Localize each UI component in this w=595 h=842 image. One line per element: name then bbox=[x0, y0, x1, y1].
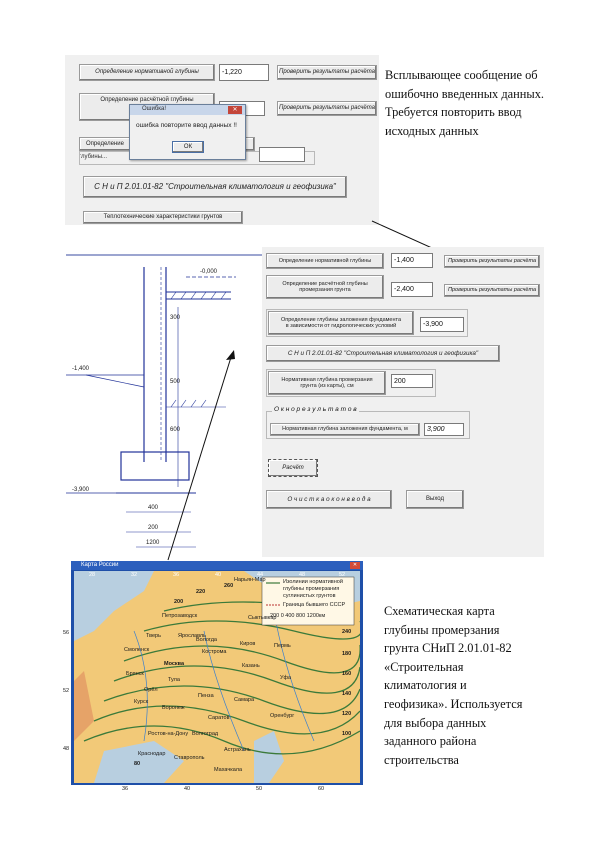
note-error-popup bbox=[385, 66, 590, 140]
lon-tick: 28 bbox=[89, 572, 96, 578]
legend-line: Изолинии нормативной bbox=[283, 579, 343, 585]
city-label: Самара bbox=[234, 697, 255, 703]
connector-arrow-2 bbox=[160, 350, 240, 565]
isoline-label: 260 bbox=[224, 583, 234, 589]
level-bottom-label: -3,900 bbox=[72, 487, 90, 493]
close-icon[interactable]: ✕ bbox=[350, 562, 360, 569]
result-label[interactable]: Нормативная глубина заложения фундамента, м bbox=[270, 423, 420, 436]
city-label: Краснодар bbox=[138, 751, 166, 757]
lon-tick: 48 bbox=[299, 572, 306, 578]
normative-depth-label[interactable]: Определение нормативной глубины bbox=[79, 64, 215, 81]
city-label: Смоленск bbox=[124, 647, 150, 653]
lon-tick: 36 bbox=[122, 786, 129, 792]
legend-line: Граница бывшего СССР bbox=[283, 602, 346, 608]
foundation-depth-input[interactable]: -3,900 bbox=[420, 317, 464, 332]
legend-line: глубины промерзания bbox=[283, 586, 340, 592]
note-2-line: геофизика». Используется bbox=[384, 696, 523, 711]
isoline-label: 240 bbox=[342, 629, 352, 635]
clear-inputs-button[interactable]: О ч и с т к а о к о н в в о д а bbox=[266, 490, 392, 509]
error-message: ошибка повторите ввод данных !! bbox=[136, 122, 237, 129]
foundation-depth-sublabel: глубины... bbox=[79, 154, 108, 160]
isoline-label: 80 bbox=[134, 761, 141, 767]
map-depth-label-line1: Нормативная глубина промерзания bbox=[281, 376, 373, 383]
top-window bbox=[65, 55, 379, 225]
city-label: Петрозаводск bbox=[162, 613, 198, 619]
exit-button[interactable]: Выход bbox=[406, 490, 464, 509]
result-value[interactable]: 3,900 bbox=[424, 423, 464, 436]
lon-tick: 32 bbox=[131, 572, 138, 578]
check-result-link-1[interactable]: Проверить результаты расчёта bbox=[277, 65, 377, 80]
note-2-line: «Строительная bbox=[384, 659, 464, 674]
calc-form bbox=[262, 247, 544, 557]
isoline-label: 220 bbox=[196, 589, 206, 595]
check-result-link-2[interactable]: Проверить результаты расчёта bbox=[444, 284, 540, 297]
close-icon[interactable]: ✕ bbox=[228, 106, 242, 114]
note-1-line: Всплывающее сообщение об bbox=[385, 68, 538, 82]
note-2-line: Схематическая карта bbox=[384, 604, 495, 618]
city-label: Киров bbox=[240, 641, 256, 647]
design-depth-label-line1: Определение расчётной глубины bbox=[282, 280, 368, 287]
lon-tick: 36 bbox=[173, 572, 180, 578]
lon-tick: 40 bbox=[184, 786, 191, 792]
thermal-props-label[interactable]: Теплотехнические характеристики грунтов bbox=[83, 211, 243, 224]
design-depth-label[interactable]: Определение расчётной глубины bbox=[79, 93, 215, 121]
city-label: Кострома bbox=[202, 649, 227, 655]
legend-line: суглинистых грунтов bbox=[283, 593, 336, 599]
map-depth-input[interactable]: 200 bbox=[391, 374, 433, 388]
isoline-label: 200 bbox=[174, 599, 184, 605]
city-label: Астрахань bbox=[224, 747, 251, 753]
design-depth-label-line2: промерзания грунта bbox=[299, 287, 351, 293]
lat-tick: 48 bbox=[63, 746, 70, 752]
city-label: Ростов-на-Дону bbox=[148, 731, 189, 737]
city-label: Курск bbox=[134, 699, 149, 705]
dim-label: 400 bbox=[148, 505, 159, 511]
snip-button-top[interactable]: С Н и П 2.01.01-82 "Строительная климатология и геофизика" bbox=[83, 176, 347, 198]
city-label: Вологда bbox=[196, 637, 217, 643]
map-depth-label-line2: грунта (из карты), см bbox=[300, 383, 354, 389]
map-titlebar bbox=[71, 561, 363, 570]
city-label: Тула bbox=[168, 677, 180, 683]
error-dialog bbox=[129, 104, 246, 160]
dim-label: 300 bbox=[170, 315, 181, 321]
middle-window bbox=[66, 247, 544, 557]
lat-tick: 56 bbox=[63, 630, 70, 636]
results-title: О к н о р е з у л ь т а т о в bbox=[274, 406, 357, 413]
dim-label: 1200 bbox=[146, 540, 160, 546]
note-map-description bbox=[384, 602, 589, 769]
city-label: Пермь bbox=[274, 643, 291, 649]
foundation-depth-label[interactable]: Определение bbox=[79, 137, 255, 151]
city-label: Пенза bbox=[198, 693, 214, 699]
isoline-label: 100 bbox=[342, 731, 352, 737]
design-depth-input[interactable]: -2,400 bbox=[391, 282, 433, 297]
error-dialog-title: Ошибка! bbox=[142, 106, 167, 112]
dim-label: 500 bbox=[170, 379, 181, 385]
lat-tick: 52 bbox=[63, 688, 70, 694]
lon-tick: 52 bbox=[339, 572, 346, 578]
note-2-line: климатология и bbox=[384, 678, 467, 693]
note-2-line: строительства bbox=[384, 752, 459, 767]
city-label: Саратов bbox=[208, 715, 230, 721]
isoline-label: 140 bbox=[342, 691, 352, 697]
map-scale: 200 0 400 800 1200км bbox=[270, 613, 326, 619]
error-dialog-titlebar bbox=[130, 105, 245, 115]
ok-button[interactable]: ОК bbox=[172, 141, 204, 153]
city-label: Ярославль bbox=[178, 633, 206, 639]
note-1-line: исходных данных bbox=[385, 123, 479, 138]
city-label: Уфа bbox=[280, 675, 292, 681]
foundation-depth-label-line2: в зависимости от гидрологических условий bbox=[285, 323, 397, 329]
lon-tick: 60 bbox=[318, 786, 325, 792]
map-canvas[interactable] bbox=[74, 571, 360, 783]
city-label: Брянск bbox=[126, 671, 144, 677]
normative-depth-label[interactable]: Определение нормативной глубины bbox=[266, 253, 384, 269]
design-depth-label[interactable] bbox=[266, 275, 384, 299]
map-title: Карта России bbox=[81, 562, 119, 568]
city-label: Нарьян-Мар bbox=[234, 577, 266, 583]
foundation-depth-input[interactable] bbox=[259, 147, 305, 162]
dim-label: 200 bbox=[148, 525, 159, 531]
isoline-label: 160 bbox=[342, 671, 352, 677]
lon-tick: 44 bbox=[257, 572, 264, 578]
level-mid-label: -1,400 bbox=[72, 366, 90, 372]
normative-depth-input[interactable]: -1,400 bbox=[391, 253, 433, 268]
map-depth-label[interactable] bbox=[268, 371, 386, 395]
dim-label: 600 bbox=[170, 427, 181, 433]
foundation-depth-label[interactable] bbox=[268, 311, 414, 335]
city-label: Махачкала bbox=[214, 767, 243, 773]
foundation-depth-label-line1: Определение глубины заложения фундамента bbox=[280, 316, 402, 323]
note-1-line: ошибочно введенных данных. bbox=[385, 86, 545, 101]
note-2-line: для выбора данных bbox=[384, 715, 487, 730]
city-label: Воронеж bbox=[162, 705, 185, 711]
city-label: Сыктывкар bbox=[248, 615, 277, 621]
city-label: Орёл bbox=[144, 687, 158, 693]
isoline-label: 180 bbox=[342, 651, 352, 657]
city-label: Тверь bbox=[146, 633, 161, 639]
lon-tick: 50 bbox=[256, 786, 263, 792]
isoline-label: 120 bbox=[342, 711, 352, 717]
note-2-line: грунта СНиП 2.01.01-82 bbox=[384, 641, 512, 656]
city-label: Москва bbox=[164, 661, 185, 667]
city-label: Ставрополь bbox=[174, 755, 205, 761]
note-2-line: заданного района bbox=[384, 734, 477, 749]
snip-button[interactable]: С Н и П 2.01.01-82 "Строительная климатология и геофизика" bbox=[266, 345, 500, 362]
lon-tick: 40 bbox=[215, 572, 222, 578]
check-result-link-1[interactable]: Проверить результаты расчёта bbox=[444, 255, 540, 268]
city-label: Казань bbox=[242, 663, 260, 669]
note-1-line: Требуется повторить ввод bbox=[385, 105, 522, 120]
calc-button[interactable]: Расчёт bbox=[268, 459, 318, 477]
city-label: Оренбург bbox=[270, 713, 295, 719]
map-window bbox=[71, 561, 363, 785]
level-top-label: -0,000 bbox=[200, 269, 218, 275]
note-2-line: глубины промерзания bbox=[384, 622, 500, 637]
normative-depth-input[interactable]: -1,220 bbox=[219, 64, 269, 81]
city-label: Волгоград bbox=[192, 731, 219, 737]
check-result-link-2[interactable]: Проверить результаты расчёта bbox=[277, 101, 377, 116]
